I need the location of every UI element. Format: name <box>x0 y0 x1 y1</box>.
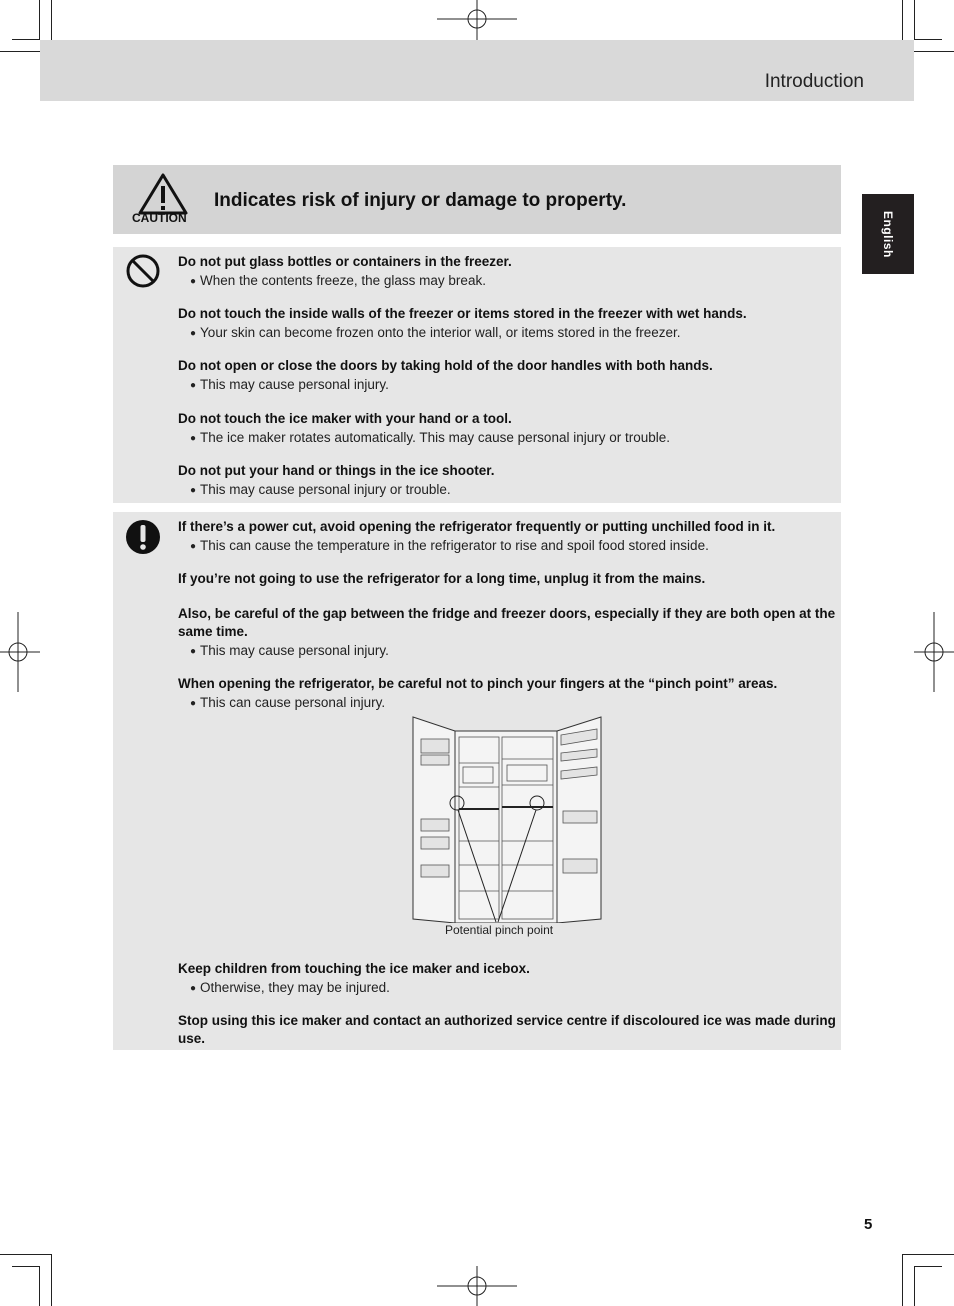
registration-mark <box>437 1266 517 1306</box>
registration-mark <box>914 612 954 692</box>
list-item <box>178 462 838 500</box>
list-item <box>178 675 838 713</box>
bullet-icon: ● <box>190 983 197 994</box>
crop-mark <box>914 1266 915 1306</box>
caution-heading: Indicates risk of injury or damage to property. <box>214 190 627 211</box>
registration-mark <box>0 612 40 692</box>
page-number: 5 <box>864 1216 873 1233</box>
rule-text: Do not open or close the doors by taking hold of the door handles with both hands. <box>178 358 713 373</box>
crop-mark <box>902 1254 903 1306</box>
registration-mark <box>437 0 517 40</box>
crop-mark <box>12 1266 40 1267</box>
exclamation-icon <box>125 519 161 555</box>
note-text: ● This may cause personal injury or trouble. <box>190 482 451 497</box>
list-item <box>178 357 838 395</box>
crop-mark <box>914 0 915 40</box>
list-item <box>178 960 838 998</box>
list-item <box>178 570 838 588</box>
list-item <box>178 518 838 556</box>
rule-text: If there’s a power cut, avoid opening the refrigerator frequently or putting unchilled food in it. <box>178 519 776 534</box>
rule-text: Stop using this ice maker and contact an authorized service centre if discoloured ice was made during use. <box>178 1013 836 1046</box>
language-tab <box>862 194 914 274</box>
caution-label: CAUTION <box>132 211 187 225</box>
list-item <box>178 305 838 343</box>
bullet-icon: ● <box>190 646 197 657</box>
rule-text: Also, be careful of the gap between the fridge and freezer doors, especially if they are both open at the same time. <box>178 606 836 639</box>
note-text: ● The ice maker rotates automatically. This may cause personal injury or trouble. <box>190 430 671 445</box>
rule-text: Do not put your hand or things in the ice shooter. <box>178 463 495 478</box>
mandatory-panel <box>113 512 841 1050</box>
crop-mark <box>39 1266 40 1306</box>
crop-mark <box>902 1254 954 1255</box>
bullet-icon: ● <box>190 433 197 444</box>
crop-mark <box>39 0 40 40</box>
note-text: ● This may cause personal injury. <box>190 643 389 658</box>
list-item <box>178 1012 838 1048</box>
caution-header <box>113 165 841 234</box>
prohibited-panel <box>113 247 841 503</box>
rule-text: Do not put glass bottles or containers in the freezer. <box>178 254 512 269</box>
rule-text: Keep children from touching the ice maker and icebox. <box>178 961 530 976</box>
note-text: ● Your skin can become frozen onto the interior wall, or items stored in the freezer. <box>190 325 681 340</box>
figure-caption: Potential pinch point <box>445 923 554 937</box>
bullet-icon: ● <box>190 698 197 709</box>
rule-text: When opening the refrigerator, be careful not to pinch your fingers at the “pinch point” areas. <box>178 676 778 691</box>
bullet-icon: ● <box>190 541 197 552</box>
bullet-icon: ● <box>190 485 197 496</box>
header-band <box>40 40 914 101</box>
note-text: ● When the contents freeze, the glass may break. <box>190 273 486 288</box>
note-text: ● This may cause personal injury. <box>190 377 389 392</box>
list-item <box>178 253 838 291</box>
crop-mark <box>0 1254 52 1255</box>
note-text: ● This can cause the temperature in the refrigerator to rise and spoil food stored inside. <box>190 538 709 553</box>
language-tab-label: English <box>881 210 895 258</box>
bullet-icon: ● <box>190 328 197 339</box>
list-item <box>178 410 838 448</box>
crop-mark <box>914 1266 942 1267</box>
prohibited-icon <box>125 253 161 289</box>
crop-mark <box>12 39 40 40</box>
bullet-icon: ● <box>190 380 197 391</box>
rule-text: Do not touch the ice maker with your hand or a tool. <box>178 411 512 426</box>
rule-text: If you’re not going to use the refrigerator for a long time, unplug it from the mains. <box>178 571 706 586</box>
section-title: Introduction <box>764 71 864 92</box>
crop-mark <box>51 1254 52 1306</box>
rule-text: Do not touch the inside walls of the freezer or items stored in the freezer with wet hands. <box>178 306 747 321</box>
refrigerator-illustration <box>411 715 603 923</box>
bullet-icon: ● <box>190 276 197 287</box>
crop-mark <box>914 39 942 40</box>
note-text: ● This can cause personal injury. <box>190 695 386 710</box>
note-text: ● Otherwise, they may be injured. <box>190 980 390 995</box>
list-item <box>178 605 838 661</box>
